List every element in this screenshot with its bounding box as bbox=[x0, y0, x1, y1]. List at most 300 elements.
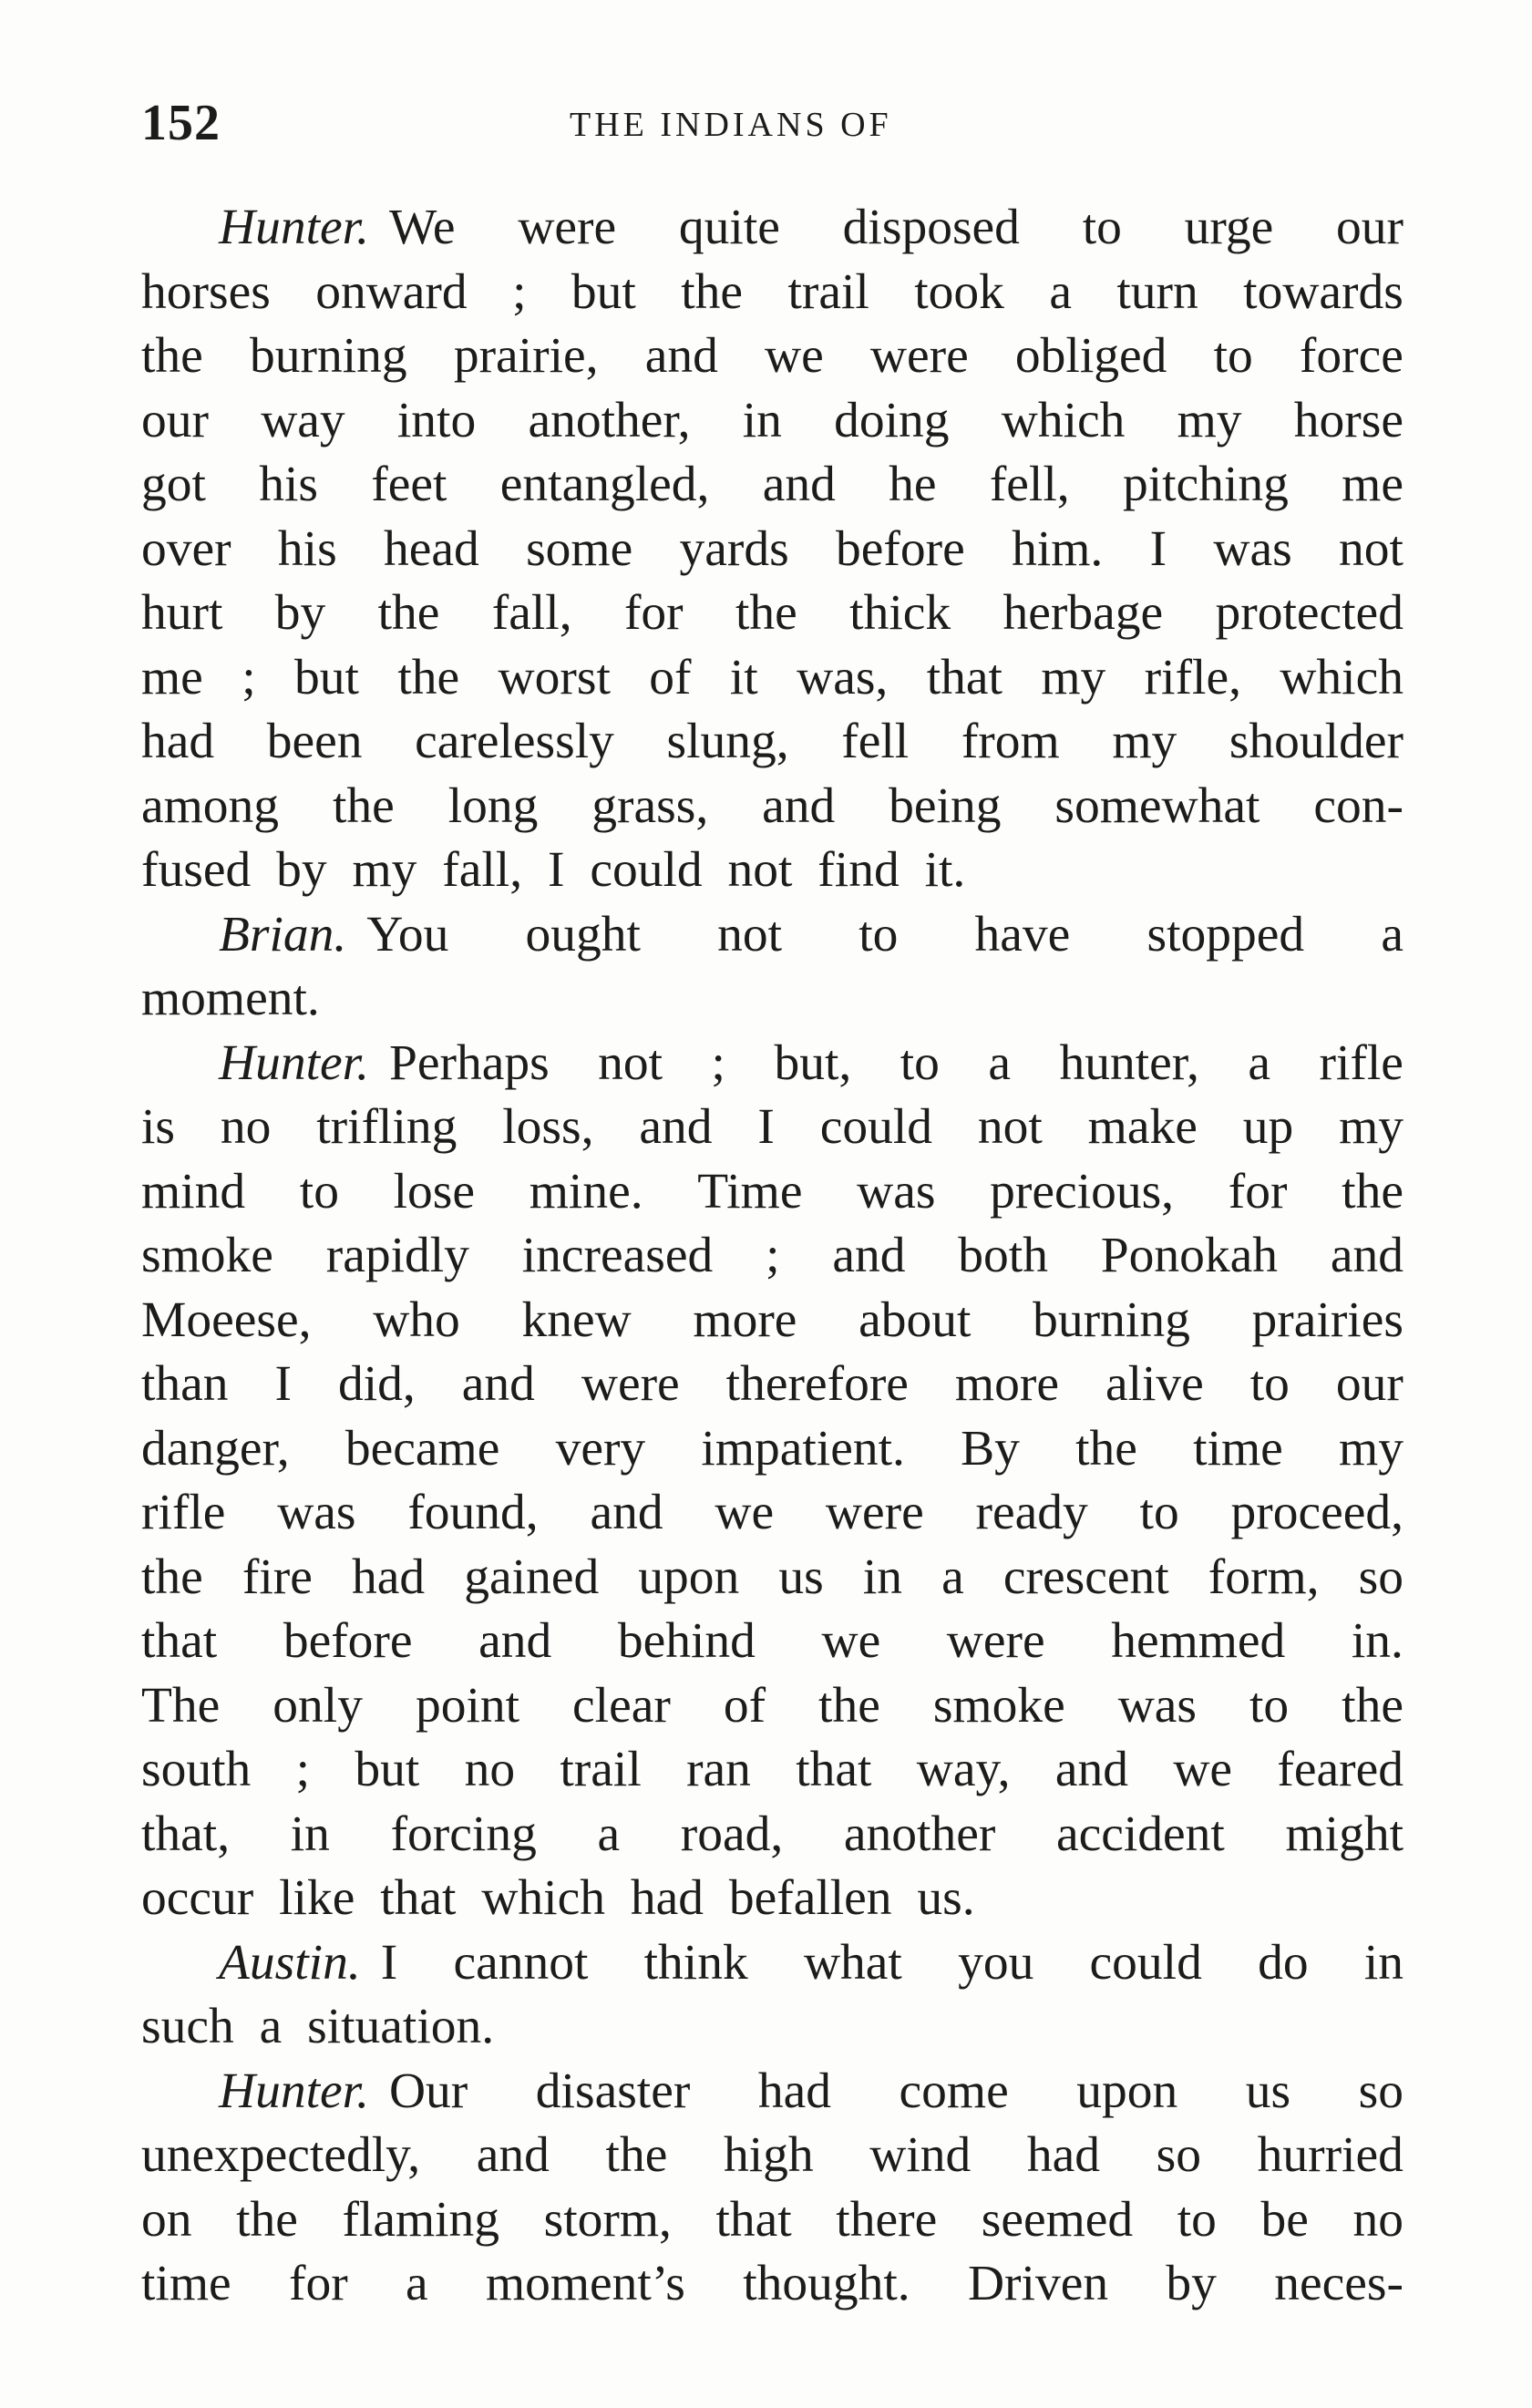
word: but bbox=[294, 649, 359, 705]
text-line bbox=[141, 1032, 1403, 1096]
word: could bbox=[1089, 1934, 1202, 1991]
word: ; bbox=[711, 1034, 725, 1091]
word: I bbox=[380, 1934, 398, 1991]
word: burning bbox=[249, 328, 407, 384]
text-line bbox=[141, 1610, 1403, 1674]
word: ought bbox=[525, 906, 641, 962]
word: that bbox=[141, 1613, 218, 1669]
text-line bbox=[141, 1931, 1403, 1996]
word: increased bbox=[521, 1228, 714, 1283]
word: a bbox=[1381, 906, 1403, 962]
word: his bbox=[277, 520, 337, 577]
word: ready bbox=[975, 1485, 1088, 1540]
word: Time bbox=[697, 1163, 803, 1219]
word: time bbox=[141, 2256, 231, 2311]
word: from bbox=[961, 714, 1060, 769]
word: lose bbox=[393, 1163, 476, 1219]
word: con- bbox=[1313, 777, 1403, 834]
paragraph-hunter-3 bbox=[141, 2060, 1403, 2317]
word: trail bbox=[560, 1742, 642, 1797]
text-line bbox=[141, 2060, 1403, 2125]
word: to bbox=[859, 906, 899, 962]
word: point bbox=[415, 1677, 520, 1734]
word: were bbox=[825, 1485, 924, 1540]
word: the bbox=[141, 1549, 203, 1605]
word: high bbox=[723, 2127, 814, 2183]
word: thought. bbox=[743, 2256, 910, 2311]
text-line: moment. bbox=[141, 971, 320, 1026]
word: which bbox=[1280, 649, 1403, 705]
word: and bbox=[478, 1613, 552, 1669]
text-line bbox=[141, 1353, 1403, 1417]
word: think bbox=[643, 1934, 748, 1991]
speaker-name: Austin. bbox=[219, 1934, 361, 1991]
word: and bbox=[1054, 1742, 1128, 1797]
word: in bbox=[742, 392, 782, 448]
word: for bbox=[1228, 1163, 1288, 1219]
word: and bbox=[590, 1485, 663, 1540]
text-line bbox=[141, 2252, 1403, 2317]
word: We bbox=[388, 200, 456, 255]
word: I bbox=[1149, 520, 1167, 577]
word: slung, bbox=[666, 714, 789, 769]
word: impatient. bbox=[701, 1420, 905, 1477]
word: to bbox=[900, 1034, 940, 1091]
word: disaster bbox=[535, 2063, 691, 2119]
word: herbage bbox=[1002, 585, 1164, 641]
word: ran bbox=[686, 1742, 751, 1797]
word: neces- bbox=[1274, 2256, 1403, 2311]
word: By bbox=[961, 1420, 1020, 1477]
word: a bbox=[988, 1034, 1011, 1091]
word: hurt bbox=[141, 585, 223, 641]
word: The bbox=[141, 1677, 221, 1734]
word: who bbox=[373, 1291, 460, 1348]
word: the bbox=[141, 328, 203, 384]
text-line bbox=[141, 261, 1403, 325]
word: precious, bbox=[990, 1163, 1175, 1219]
word: ; bbox=[295, 1742, 311, 1797]
paragraph-hunter-1 bbox=[141, 196, 1403, 903]
word: Driven bbox=[967, 2256, 1109, 2311]
word: been bbox=[266, 714, 363, 769]
word: my bbox=[1339, 1420, 1403, 1477]
word: and bbox=[644, 328, 718, 384]
word: mine. bbox=[529, 1163, 643, 1219]
word: way, bbox=[916, 1742, 1011, 1797]
word: is bbox=[141, 1099, 176, 1155]
word: so bbox=[1156, 2127, 1202, 2183]
word: to bbox=[1249, 1356, 1290, 1412]
word: me bbox=[141, 649, 203, 705]
word: had bbox=[141, 714, 215, 769]
word: wind bbox=[869, 2127, 972, 2183]
speaker-name: Hunter. bbox=[219, 200, 369, 255]
word: by bbox=[1166, 2256, 1217, 2311]
text-line bbox=[141, 2124, 1403, 2188]
word: accident bbox=[1055, 1806, 1225, 1862]
word: upon bbox=[1076, 2063, 1178, 2119]
word: hunter, bbox=[1059, 1034, 1199, 1091]
word: us bbox=[778, 1549, 824, 1605]
word: over bbox=[141, 520, 231, 577]
word: both bbox=[958, 1228, 1048, 1283]
word: clear bbox=[572, 1677, 671, 1734]
word: I bbox=[757, 1099, 775, 1155]
word: he bbox=[889, 457, 937, 512]
word: his bbox=[259, 457, 318, 512]
word: and bbox=[476, 2127, 550, 2183]
word: what bbox=[803, 1934, 902, 1991]
word: prairies bbox=[1251, 1291, 1403, 1348]
word: gained bbox=[464, 1549, 600, 1605]
word: my bbox=[1112, 714, 1177, 769]
word: the bbox=[236, 2191, 298, 2248]
word: upon bbox=[638, 1549, 740, 1605]
word: hemmed bbox=[1111, 1613, 1286, 1669]
word: entangled, bbox=[499, 457, 710, 512]
text-line bbox=[141, 1674, 1403, 1739]
word: trifling bbox=[316, 1099, 458, 1155]
word: which bbox=[1001, 392, 1126, 448]
word: a bbox=[597, 1806, 621, 1862]
word: shoulder bbox=[1229, 714, 1403, 769]
word: not bbox=[717, 906, 783, 962]
word: the bbox=[605, 2127, 668, 2183]
word: but bbox=[571, 263, 636, 320]
word: became bbox=[344, 1420, 500, 1477]
speaker-name: Hunter. bbox=[219, 2063, 369, 2119]
speaker-name: Brian. bbox=[219, 906, 347, 962]
word: were bbox=[946, 1613, 1045, 1669]
word: we bbox=[1173, 1742, 1233, 1797]
word: crescent bbox=[1002, 1549, 1169, 1605]
word: to bbox=[299, 1163, 339, 1219]
word: burning bbox=[1033, 1291, 1190, 1348]
word: prairie, bbox=[453, 328, 599, 384]
word: were bbox=[518, 200, 617, 255]
word: and bbox=[762, 457, 836, 512]
word: towards bbox=[1243, 263, 1403, 320]
word: our bbox=[1335, 1356, 1403, 1412]
word: ; bbox=[512, 263, 527, 320]
word: and bbox=[639, 1099, 713, 1155]
word: onward bbox=[315, 263, 468, 320]
word: be bbox=[1260, 2191, 1309, 2248]
word: loss, bbox=[502, 1099, 594, 1155]
word: way bbox=[261, 392, 345, 448]
word: our bbox=[141, 392, 209, 448]
word: the bbox=[332, 777, 395, 834]
word: to bbox=[1249, 1677, 1290, 1734]
line-text bbox=[389, 2060, 1403, 2125]
word: a bbox=[941, 1549, 964, 1605]
word: road, bbox=[680, 1806, 784, 1862]
word: had bbox=[352, 1549, 426, 1605]
word: it bbox=[729, 649, 758, 705]
word: that bbox=[796, 1742, 872, 1797]
word: grass, bbox=[591, 777, 709, 834]
word: a bbox=[1248, 1034, 1271, 1091]
word: do bbox=[1258, 1934, 1309, 1991]
word: the bbox=[818, 1677, 880, 1734]
paragraph-austin bbox=[141, 1931, 1403, 2060]
text-line bbox=[141, 1803, 1403, 1868]
word: fell bbox=[841, 714, 910, 769]
word: on bbox=[141, 2191, 192, 2248]
text-line bbox=[141, 324, 1403, 389]
word: us bbox=[1245, 2063, 1291, 2119]
word: before bbox=[283, 1613, 413, 1669]
word: and bbox=[832, 1228, 906, 1283]
text-line bbox=[141, 518, 1403, 582]
word: into bbox=[396, 392, 477, 448]
text-line bbox=[141, 710, 1403, 775]
word: for bbox=[623, 585, 684, 641]
word: have bbox=[974, 906, 1071, 962]
word: disposed bbox=[842, 200, 1020, 255]
word: to bbox=[1213, 328, 1253, 384]
text-line bbox=[141, 1481, 1403, 1546]
word: among bbox=[141, 777, 280, 834]
text-line bbox=[141, 775, 1403, 839]
word: my bbox=[1177, 392, 1242, 448]
word: so bbox=[1358, 2063, 1403, 2119]
word: to bbox=[1139, 1485, 1179, 1540]
word: Our bbox=[388, 2063, 468, 2119]
word: and bbox=[1330, 1228, 1403, 1283]
word: of bbox=[649, 649, 692, 705]
text-line bbox=[141, 646, 1403, 711]
word: the bbox=[377, 585, 440, 641]
text-line: fused by my fall, I could not find it. bbox=[141, 842, 966, 898]
word: by bbox=[274, 585, 326, 641]
word: me bbox=[1342, 457, 1403, 512]
word: turn bbox=[1116, 263, 1198, 320]
word: therefore bbox=[725, 1356, 909, 1412]
word: was bbox=[277, 1485, 356, 1540]
word: of bbox=[723, 1677, 766, 1734]
word: we bbox=[821, 1613, 881, 1669]
speaker-name: Hunter. bbox=[219, 1034, 369, 1091]
word: was bbox=[1117, 1677, 1198, 1734]
word: forcing bbox=[390, 1806, 537, 1862]
text-line bbox=[141, 1224, 1403, 1289]
word: danger, bbox=[141, 1420, 290, 1477]
word: force bbox=[1299, 328, 1403, 384]
word: was bbox=[857, 1163, 936, 1219]
word: ; bbox=[766, 1228, 780, 1283]
word: horses bbox=[141, 263, 271, 320]
word: there bbox=[836, 2191, 938, 2248]
word: that, bbox=[141, 1806, 231, 1862]
word: south bbox=[141, 1742, 252, 1797]
word: had bbox=[1026, 2127, 1101, 2183]
running-head bbox=[141, 87, 1399, 160]
word: for bbox=[288, 2256, 348, 2311]
word: I bbox=[274, 1356, 293, 1412]
word: got bbox=[141, 457, 206, 512]
word: trail bbox=[787, 263, 869, 320]
word: thick bbox=[849, 585, 951, 641]
word: than bbox=[141, 1356, 229, 1412]
word: very bbox=[555, 1420, 646, 1477]
word: Ponokah bbox=[1100, 1228, 1279, 1283]
word: only bbox=[272, 1677, 363, 1734]
word: moment’s bbox=[485, 2256, 685, 2311]
word: quite bbox=[678, 200, 780, 255]
word: unexpectedly, bbox=[141, 2127, 421, 2183]
word: my bbox=[1339, 1099, 1403, 1155]
word: the bbox=[397, 649, 460, 705]
word: that bbox=[715, 2191, 792, 2248]
word: some bbox=[526, 520, 633, 577]
word: and bbox=[762, 777, 836, 834]
word: feared bbox=[1277, 1742, 1403, 1797]
word: hurried bbox=[1257, 2127, 1403, 2183]
word: form, bbox=[1208, 1549, 1320, 1605]
word: urge bbox=[1184, 200, 1274, 255]
word: was, bbox=[797, 649, 889, 705]
word: rapidly bbox=[325, 1228, 469, 1283]
body-text bbox=[141, 196, 1403, 2317]
word: were bbox=[581, 1356, 680, 1412]
word: cannot bbox=[453, 1934, 589, 1991]
word: we bbox=[715, 1485, 775, 1540]
line-text bbox=[366, 903, 1403, 968]
text-line bbox=[141, 389, 1403, 454]
word: rifle bbox=[1319, 1034, 1403, 1091]
text-line bbox=[141, 1417, 1403, 1482]
word: not bbox=[1338, 520, 1403, 577]
text-line: occur like that which had befallen us. bbox=[141, 1870, 975, 1926]
text-line bbox=[141, 1546, 1403, 1610]
word: feet bbox=[371, 457, 447, 512]
word: the bbox=[1342, 1677, 1403, 1734]
word: so bbox=[1358, 1549, 1403, 1605]
word: stopped bbox=[1146, 906, 1305, 962]
text-line bbox=[141, 903, 1403, 968]
word: we bbox=[765, 328, 824, 384]
word: a bbox=[406, 2256, 428, 2311]
text-line bbox=[141, 1160, 1403, 1225]
word: mind bbox=[141, 1163, 246, 1219]
word: come bbox=[899, 2063, 1009, 2119]
word: in bbox=[1363, 1934, 1403, 1991]
word: seemed bbox=[981, 2191, 1134, 2248]
word: flaming bbox=[342, 2191, 500, 2248]
word: ; bbox=[242, 649, 256, 705]
text-line bbox=[141, 1096, 1403, 1160]
word: up bbox=[1242, 1099, 1294, 1155]
word: doing bbox=[834, 392, 950, 448]
word: to bbox=[1177, 2191, 1217, 2248]
word: Perhaps bbox=[388, 1034, 550, 1091]
word: rifle, bbox=[1144, 649, 1241, 705]
word: proceed, bbox=[1230, 1485, 1403, 1540]
word: in bbox=[862, 1549, 903, 1605]
word: alive bbox=[1105, 1356, 1204, 1412]
word: was bbox=[1213, 520, 1292, 577]
word: the bbox=[1075, 1420, 1137, 1477]
word: fire bbox=[242, 1549, 313, 1605]
text-line bbox=[141, 1289, 1403, 1353]
word: my bbox=[1041, 649, 1106, 705]
line-text bbox=[389, 196, 1403, 261]
word: head bbox=[384, 520, 479, 577]
word: Moeese, bbox=[141, 1291, 312, 1348]
word: the bbox=[1342, 1163, 1403, 1219]
word: that bbox=[926, 649, 1002, 705]
word: not bbox=[598, 1034, 663, 1091]
word: before bbox=[836, 520, 965, 577]
running-title: THE INDIANS OF bbox=[570, 106, 892, 144]
word: more bbox=[954, 1356, 1059, 1412]
text-line bbox=[141, 581, 1403, 646]
word: took bbox=[914, 263, 1004, 320]
line-text bbox=[389, 1032, 1403, 1096]
word: not bbox=[977, 1099, 1043, 1155]
word: the bbox=[735, 585, 797, 641]
word: no bbox=[1352, 2191, 1403, 2248]
word: horse bbox=[1293, 392, 1403, 448]
word: worst bbox=[498, 649, 611, 705]
word: rifle bbox=[141, 1485, 226, 1540]
paragraph-hunter-2 bbox=[141, 1032, 1403, 1931]
word: were bbox=[869, 328, 969, 384]
word: fell, bbox=[989, 457, 1070, 512]
word: fall, bbox=[491, 585, 572, 641]
word: time bbox=[1193, 1420, 1283, 1477]
word: about bbox=[859, 1291, 972, 1348]
word: obliged bbox=[1014, 328, 1167, 384]
word: smoke bbox=[141, 1228, 273, 1283]
word: protected bbox=[1215, 585, 1403, 641]
word: could bbox=[819, 1099, 933, 1155]
word: carelessly bbox=[415, 714, 614, 769]
word: storm, bbox=[543, 2191, 672, 2248]
line-text bbox=[381, 1931, 1403, 1996]
word: in. bbox=[1351, 1613, 1403, 1669]
word: another, bbox=[528, 392, 691, 448]
word: smoke bbox=[932, 1677, 1065, 1734]
text-line bbox=[141, 2188, 1403, 2253]
word: somewhat bbox=[1054, 777, 1260, 834]
page-number: 152 bbox=[141, 95, 221, 151]
text-line bbox=[141, 1738, 1403, 1803]
word: behind bbox=[617, 1613, 756, 1669]
word: another bbox=[843, 1806, 996, 1862]
word: and bbox=[461, 1356, 535, 1412]
text-line bbox=[141, 196, 1403, 261]
word: our bbox=[1336, 200, 1403, 255]
word: but bbox=[355, 1742, 420, 1797]
word: to bbox=[1082, 200, 1122, 255]
word: might bbox=[1285, 1806, 1403, 1862]
word: had bbox=[757, 2063, 831, 2119]
word: pitching bbox=[1122, 457, 1289, 512]
word: him. bbox=[1012, 520, 1104, 577]
text-line: such a situation. bbox=[141, 1999, 495, 2054]
word: the bbox=[681, 263, 744, 320]
text-line bbox=[141, 453, 1403, 518]
word: no bbox=[220, 1099, 272, 1155]
word: did, bbox=[337, 1356, 416, 1412]
word: knew bbox=[521, 1291, 632, 1348]
word: no bbox=[464, 1742, 516, 1797]
word: a bbox=[1049, 263, 1072, 320]
word: long bbox=[447, 777, 539, 834]
